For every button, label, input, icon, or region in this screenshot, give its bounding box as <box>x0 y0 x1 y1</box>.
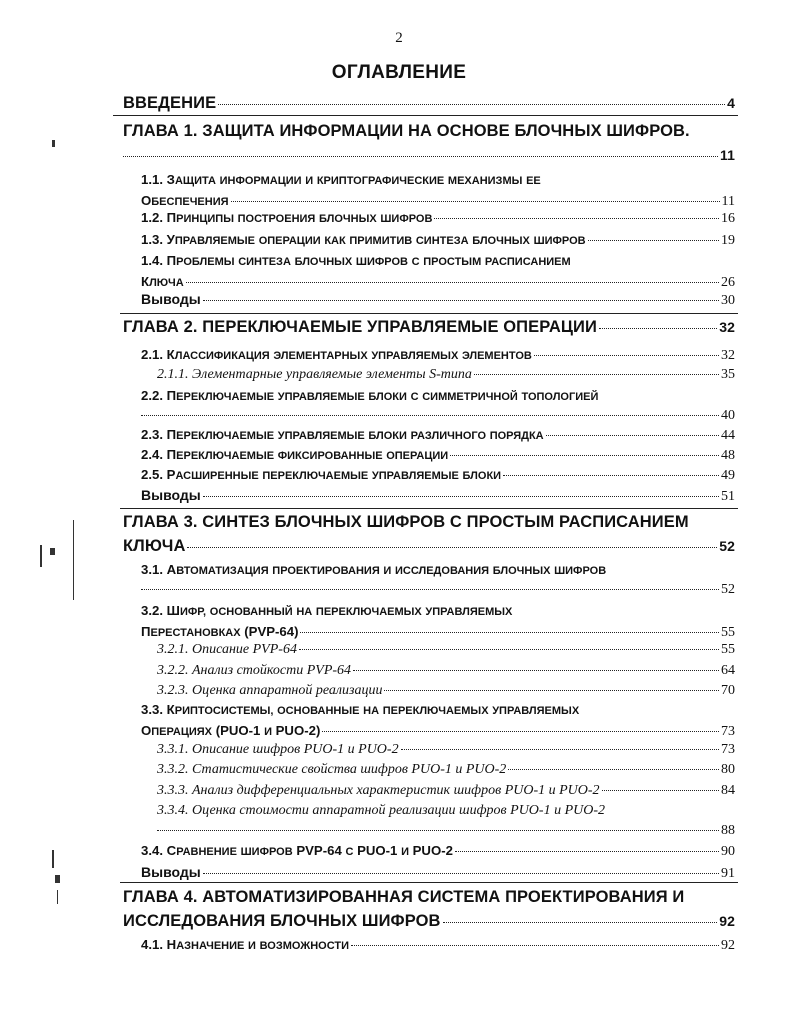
toc-entry[interactable] <box>141 232 735 249</box>
toc-entry-title: ГЛАВА 4. АВТОМАТИЗИРОВАННАЯ СИСТЕМА ПРОЕКТИРОВАНИЯ И <box>123 888 685 906</box>
toc-entry[interactable] <box>141 347 735 364</box>
dot-leader <box>141 415 719 416</box>
dot-leader <box>186 282 719 283</box>
toc-entry-page: 19 <box>721 233 735 248</box>
toc-entry[interactable] <box>157 642 735 658</box>
toc-entry-title: 2.4. ПЕРЕКЛЮЧАЕМЫЕ ФИКСИРОВАННЫЕ ОПЕРАЦИИ <box>141 447 449 462</box>
toc-entry-title: 1.1. ЗАЩИТА ИНФОРМАЦИИ И КРИПТОГРАФИЧЕСКИЕ МЕХАНИЗМЫ ЕЕ <box>141 172 541 187</box>
divider <box>120 313 738 314</box>
scan-artifact <box>40 545 42 567</box>
toc-entry-title: 3.2.2. Анализ стойкости PVP-64 <box>157 663 352 678</box>
toc-entry-title: ГЛАВА 3. СИНТЕЗ БЛОЧНЫХ ШИФРОВ С ПРОСТЫМ РАСПИСАНИЕМ <box>123 513 689 531</box>
toc-title: ОГЛАВЛЕНИЕ <box>331 62 467 83</box>
toc-entry-title: 2.1.1. Элементарные управляемые элементы S-типа <box>157 367 472 382</box>
toc-entry-title: 1.4. ПРОБЛЕМЫ СИНТЕЗА БЛОЧНЫХ ШИФРОВ С ПРОСТЫМ РАСПИСАНИЕМ <box>141 253 571 268</box>
dot-leader <box>450 455 719 456</box>
dot-leader <box>203 873 719 874</box>
toc-entry-title: Выводы <box>141 291 201 307</box>
scan-artifact <box>55 875 60 883</box>
toc-entry-page: 84 <box>721 783 735 798</box>
toc-entry[interactable] <box>141 467 735 484</box>
toc-entry-title: Выводы <box>141 487 201 503</box>
dot-leader <box>299 649 719 650</box>
toc-entry[interactable] <box>157 762 735 778</box>
toc-entry-title: 3.3. КРИПТОСИСТЕМЫ, ОСНОВАННЫЕ НА ПЕРЕКЛЮЧАЕМЫХ УПРАВЛЯЕМЫХ <box>141 702 580 717</box>
dot-leader <box>353 670 719 671</box>
scan-artifact <box>52 140 55 147</box>
toc-entry-title: КЛЮЧА <box>141 274 184 289</box>
dot-leader <box>503 475 719 476</box>
toc-entry-page: 26 <box>721 275 735 290</box>
toc-entry-page: 70 <box>721 683 735 698</box>
scan-artifact <box>57 890 58 904</box>
toc-entry-page: 30 <box>721 293 735 308</box>
divider <box>113 115 738 116</box>
dot-leader <box>401 749 719 750</box>
dot-leader <box>599 328 717 329</box>
toc-entry-page: 80 <box>721 762 735 777</box>
dot-leader <box>474 374 719 375</box>
toc-entry-page: 11 <box>721 194 735 209</box>
toc-entry-title: 2.5. РАСШИРЕННЫЕ ПЕРЕКЛЮЧАЕМЫЕ УПРАВЛЯЕМЫЕ БЛОКИ <box>141 467 502 482</box>
toc-entry[interactable] <box>157 803 735 839</box>
dot-leader <box>218 104 725 105</box>
toc-entry-page: 32 <box>719 319 735 335</box>
toc-entry[interactable] <box>123 318 735 337</box>
toc-entry-page: 48 <box>721 448 735 463</box>
toc-entry-title: ГЛАВА 2. ПЕРЕКЛЮЧАЕМЫЕ УПРАВЛЯЕМЫЕ ОПЕРАЦИИ <box>123 318 597 336</box>
toc-entry-title: 3.2.3. Оценка аппаратной реализации <box>157 683 383 698</box>
toc-entry-title: ПЕРЕСТАНОВКАХ (PVP-64) <box>141 624 299 639</box>
toc-entry-page: 51 <box>721 489 735 504</box>
dot-leader <box>141 589 719 590</box>
dot-leader <box>384 690 719 691</box>
dot-leader <box>508 769 719 770</box>
toc-entry-title: 3.3.1. Описание шифров PUO-1 и PUO-2 <box>157 742 399 757</box>
dot-leader <box>123 156 718 157</box>
dot-leader <box>534 355 719 356</box>
toc-entry[interactable] <box>123 888 735 931</box>
toc-entry[interactable] <box>157 683 735 699</box>
dot-leader <box>434 218 719 219</box>
toc-entry-title: 2.1. КЛАССИФИКАЦИЯ ЭЛЕМЕНТАРНЫХ УПРАВЛЯЕМЫХ ЭЛЕМЕНТОВ <box>141 347 532 362</box>
toc-entry-page: 64 <box>721 663 735 678</box>
toc-entry-title: ИССЛЕДОВАНИЯ БЛОЧНЫХ ШИФРОВ <box>123 912 441 930</box>
toc-entry-page: 92 <box>719 913 735 929</box>
toc-entry-title: 3.3.2. Статистические свойства шифров PUO-1 и PUO-2 <box>157 762 507 777</box>
dot-leader <box>351 945 719 946</box>
toc-entry-page: 92 <box>721 938 735 953</box>
toc-entry-page: 52 <box>721 582 735 597</box>
toc-entry-page: 73 <box>721 724 735 739</box>
toc-entry-title: ГЛАВА 1. ЗАЩИТА ИНФОРМАЦИИ НА ОСНОВЕ БЛОЧНЫХ ШИФРОВ. <box>123 122 690 140</box>
toc-entry-title: 3.2. ШИФР, ОСНОВАННЫЙ НА ПЕРЕКЛЮЧАЕМЫХ УПРАВЛЯЕМЫХ <box>141 603 513 618</box>
toc-entry[interactable] <box>141 702 735 740</box>
toc-entry[interactable] <box>141 864 735 882</box>
toc-entry[interactable] <box>123 94 735 113</box>
dot-leader <box>322 731 719 732</box>
dot-leader <box>187 547 717 548</box>
toc-entry-page: 55 <box>721 642 735 657</box>
toc-entry[interactable] <box>141 937 735 954</box>
toc-entry-title: 3.1. АВТОМАТИЗАЦИЯ ПРОЕКТИРОВАНИЯ И ИССЛЕДОВАНИЯ БЛОЧНЫХ ШИФРОВ <box>141 562 607 577</box>
toc-entry[interactable] <box>123 513 735 556</box>
toc-entry-title: 1.2. ПРИНЦИПЫ ПОСТРОЕНИЯ БЛОЧНЫХ ШИФРОВ <box>141 210 433 225</box>
toc-entry-page: 49 <box>721 468 735 483</box>
toc-entry-title: 4.1. НАЗНАЧЕНИЕ И ВОЗМОЖНОСТИ <box>141 937 350 952</box>
toc-entry-page: 88 <box>721 823 735 838</box>
toc-entry[interactable] <box>141 291 735 309</box>
page-number: 2 <box>395 30 403 46</box>
toc-entry[interactable] <box>141 388 735 424</box>
dot-leader <box>455 851 719 852</box>
toc-entry-title: ОБЕСПЕЧЕНИЯ <box>141 193 229 208</box>
toc-entry-title: 1.3. УПРАВЛЯЕМЫЕ ОПЕРАЦИИ КАК ПРИМИТИВ СИНТЕЗА БЛОЧНЫХ ШИФРОВ <box>141 232 586 247</box>
toc-entry[interactable] <box>141 447 735 464</box>
toc-entry[interactable] <box>157 367 735 383</box>
dot-leader <box>231 201 720 202</box>
toc-entry-title: Выводы <box>141 864 201 880</box>
toc-entry-page: 91 <box>721 866 735 881</box>
toc-entry[interactable] <box>123 122 735 163</box>
toc-entry[interactable] <box>141 603 735 641</box>
toc-entry[interactable] <box>141 843 735 860</box>
toc-entry-page: 73 <box>721 742 735 757</box>
toc-entry[interactable] <box>157 663 735 679</box>
dot-leader <box>203 496 719 497</box>
toc-entry-title: ОПЕРАЦИЯХ (PUO-1 И PUO-2) <box>141 723 321 738</box>
scan-artifact <box>73 520 74 600</box>
toc-entry-page: 55 <box>721 625 735 640</box>
toc-entry-title: 3.3.3. Анализ дифференциальных характеристик шифров PUO-1 и PUO-2 <box>157 783 600 798</box>
toc-entry-title: 3.4. СРАВНЕНИЕ ШИФРОВ PVP-64 С PUO-1 И PUO-2 <box>141 843 453 858</box>
toc-entry[interactable] <box>141 172 735 210</box>
toc-entry-title: ВВЕДЕНИЕ <box>123 94 217 112</box>
dot-leader <box>203 300 719 301</box>
toc-entry-page: 32 <box>721 348 735 363</box>
toc-entry[interactable] <box>157 783 735 799</box>
toc-entry-page: 35 <box>721 367 735 382</box>
toc-entry[interactable] <box>141 487 735 505</box>
scan-artifact <box>50 548 55 555</box>
toc-entry[interactable] <box>157 742 735 758</box>
scan-artifact <box>52 850 54 868</box>
toc-entry-title: 3.3.4. Оценка стоимости аппаратной реализации шифров PUO-1 и PUO-2 <box>157 803 606 818</box>
toc-entry[interactable] <box>141 562 735 598</box>
toc-entry-page: 11 <box>720 147 735 163</box>
dot-leader <box>443 922 718 923</box>
toc-entry-page: 44 <box>721 428 735 443</box>
toc-entry-page: 52 <box>719 538 735 554</box>
dot-leader <box>546 435 719 436</box>
divider <box>120 508 738 509</box>
toc-entry[interactable] <box>141 253 735 291</box>
toc-entry-page: 90 <box>721 844 735 859</box>
toc-entry-title: 2.3. ПЕРЕКЛЮЧАЕМЫЕ УПРАВЛЯЕМЫЕ БЛОКИ РАЗЛИЧНОГО ПОРЯДКА <box>141 427 544 442</box>
dot-leader <box>588 240 719 241</box>
dot-leader <box>157 830 719 831</box>
dot-leader <box>602 790 719 791</box>
toc-entry-title: КЛЮЧА <box>123 537 186 555</box>
toc-entry-title: 3.2.1. Описание PVP-64 <box>157 642 297 657</box>
divider <box>120 882 738 883</box>
toc-entry-page: 40 <box>721 408 735 423</box>
toc-entry[interactable] <box>141 210 735 227</box>
toc-entry-page: 4 <box>727 95 735 111</box>
dot-leader <box>300 632 719 633</box>
toc-entry-page: 16 <box>721 211 735 226</box>
toc-entry-title: 2.2. ПЕРЕКЛЮЧАЕМЫЕ УПРАВЛЯЕМЫЕ БЛОКИ С СИММЕТРИЧНОЙ ТОПОЛОГИЕЙ <box>141 388 599 403</box>
toc-entry[interactable] <box>141 427 735 444</box>
